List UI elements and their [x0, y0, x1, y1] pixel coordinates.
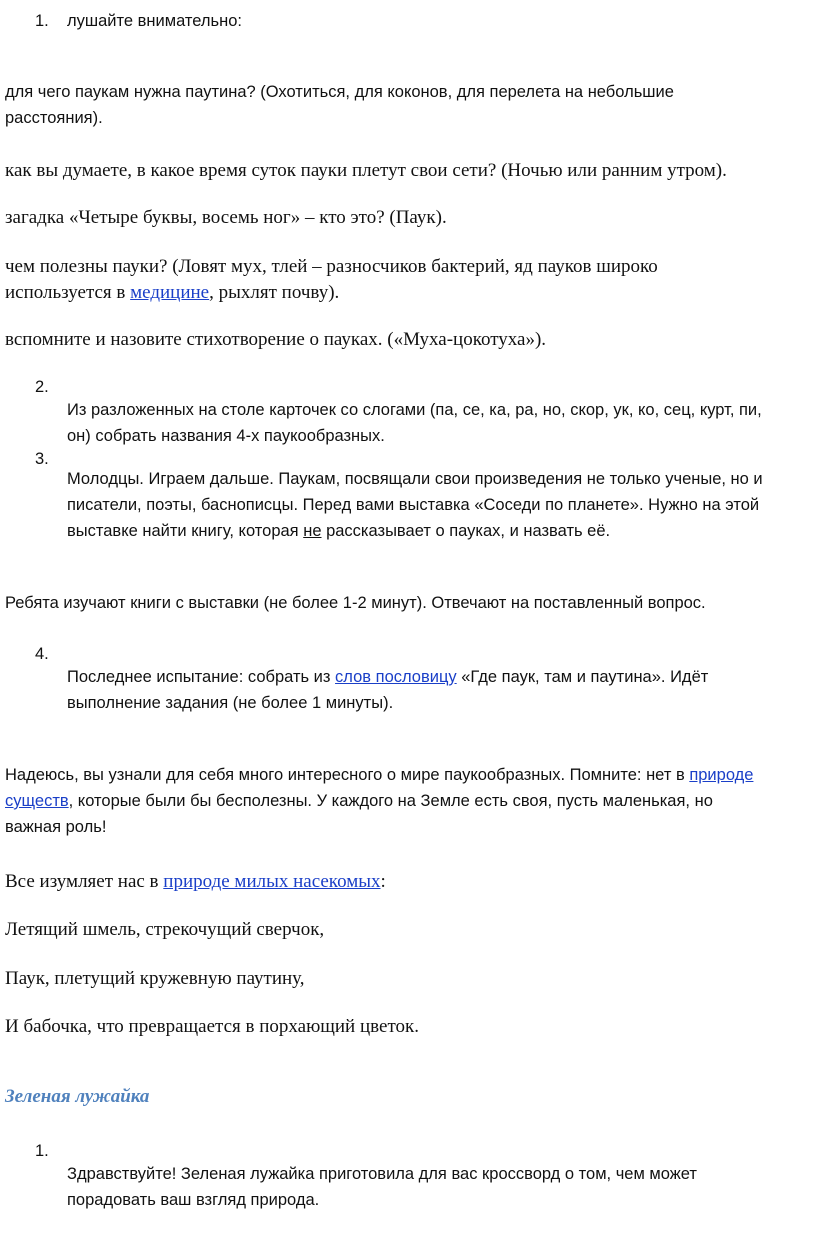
list-item-text — [67, 1161, 807, 1213]
underlined-word: не — [303, 522, 322, 540]
list-item-text — [67, 466, 807, 544]
question-paragraph — [5, 79, 674, 131]
text-line: чем полезны пауки? (Ловят мух, тлей – разносчиков бактерий, яд пауков широко — [5, 256, 658, 277]
text-line: важная роль! — [5, 818, 107, 836]
text-line: он) собрать названия 4-х паукообразных. — [67, 427, 385, 445]
nature-link[interactable]: природе — [689, 766, 754, 784]
text-line — [67, 518, 807, 544]
text-line — [5, 788, 811, 814]
text-span: используется в — [5, 282, 131, 303]
list-number: 1. — [35, 1142, 49, 1160]
text-span: Все изумляет нас в — [5, 871, 164, 892]
text-span: выставке найти книгу, которая — [67, 522, 304, 540]
text-line: выполнение задания (не более 1 минуты). — [67, 694, 394, 712]
text-span: Последнее испытание: собрать из — [67, 668, 336, 686]
list-number: 2. — [35, 378, 49, 396]
closing-paragraph — [5, 762, 811, 840]
text-span: «Где паук, там и паутина». Идёт — [456, 668, 709, 686]
list-number: 4. — [35, 645, 49, 663]
riddle-paragraph: загадка «Четыре буквы, восемь ног» – кто это? (Паук). — [5, 207, 447, 228]
text-line: порадовать ваш взгляд природа. — [67, 1191, 320, 1209]
medicine-link[interactable]: медицине — [130, 282, 210, 303]
text-line — [5, 280, 658, 306]
text-span: , которые были бы бесполезны. У каждого на Земле есть своя, пусть маленькая, но — [68, 792, 713, 810]
question-paragraph: вспомните и назовите стихотворение о пауках. («Муха-цокотуха»). — [5, 329, 547, 350]
text-line: Из разложенных на столе карточек со слогами (па, се, ка, ра, но, скор, ук, ко, сец, курт, пи, — [67, 401, 762, 419]
poem-line: Паук, плетущий кружевную паутину, — [5, 968, 305, 989]
text-span: , рыхлят почву). — [209, 282, 340, 303]
cute-insects-link[interactable]: природе милых насекомых — [163, 871, 381, 892]
question-paragraph: как вы думаете, в какое время суток пауки плетут свои сети? (Ночью или ранним утром). — [5, 160, 727, 181]
poem-line — [5, 869, 386, 895]
list-item-text — [67, 664, 807, 716]
text-span: рассказывает о пауках, и назвать её. — [321, 522, 611, 540]
question-paragraph — [5, 254, 658, 306]
proverb-words-link[interactable]: слов пословицу — [335, 668, 457, 686]
list-number: 3. — [35, 450, 49, 468]
text-line: Здравствуйте! Зеленая лужайка приготовила для вас кроссворд о том, чем может — [67, 1165, 697, 1183]
section-heading: Зеленая лужайка — [5, 1086, 150, 1107]
list-item-text: лушайте внимательно: — [67, 12, 242, 30]
text-line: Молодцы. Играем дальше. Паукам, посвящали свои произведения не только ученые, но и — [67, 470, 763, 488]
text-line: писатели, поэты, баснописцы. Перед вами выставка «Соседи по планете». Нужно на этой — [67, 496, 760, 514]
text-span: Надеюсь, вы узнали для себя много интересного о мире паукообразных. Помните: нет в — [5, 766, 690, 784]
text-line: расстояния). — [5, 109, 103, 127]
poem-line: Летящий шмель, стрекочущий сверчок, — [5, 919, 325, 940]
list-number: 1. — [35, 12, 49, 30]
creatures-link[interactable]: существ — [5, 792, 69, 810]
activity-paragraph: Ребята изучают книги с выставки (не более 1-2 минут). Отвечают на поставленный вопрос. — [5, 594, 706, 612]
list-item-text — [67, 397, 807, 449]
text-line — [67, 664, 807, 690]
text-line — [5, 762, 811, 788]
text-line: для чего паукам нужна паутина? (Охотиться, для коконов, для перелета на небольшие — [5, 83, 674, 101]
poem-line: И бабочка, что превращается в порхающий цветок. — [5, 1016, 419, 1037]
text-span: : — [380, 871, 386, 892]
